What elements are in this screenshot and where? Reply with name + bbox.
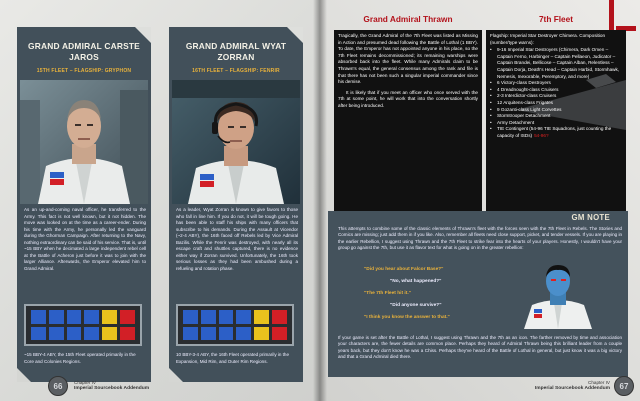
quote-4: "Did anyone survive?" bbox=[390, 303, 442, 308]
page-gutter bbox=[313, 0, 327, 401]
zorran-title-line1: GRAND ADMIRAL WYAT bbox=[185, 41, 287, 51]
zorran-panel bbox=[169, 27, 303, 382]
thrawn-heading: Grand Admiral Thrawn bbox=[363, 14, 453, 24]
fleet-page-ref: 54-96? bbox=[534, 132, 549, 138]
bullet-icon: • bbox=[490, 106, 492, 112]
rank-chip bbox=[49, 327, 64, 341]
bullet-icon: • bbox=[490, 47, 492, 53]
rank-chip bbox=[201, 327, 216, 341]
gm-note-outro: If your game is set after the Battle of Lothal, I suggest using Thrawn and the 7th as an icon. The farther removed by time and association your characters are, the fewer details are common place. Perhaps they heard of Admiral Thrawn being this brilliant leader from a couple years back, but they don't know he was a Chiss. Perhaps they've heard of the Battle of Lothal in general, but just know it was a big victory and that a Grand Admiral died there. bbox=[338, 335, 622, 360]
fleet-list-item-text: 9 Gozanti-class Light Corvettes bbox=[497, 106, 562, 112]
jaros-title bbox=[17, 41, 151, 63]
page-number-left: 66 bbox=[48, 376, 68, 396]
fleet-list-item bbox=[490, 47, 622, 80]
quote-5: "I think you know the answer to that." bbox=[364, 315, 450, 320]
quote-1: "Did you hear about Falcor Base?" bbox=[364, 267, 444, 272]
rank-chip bbox=[219, 327, 234, 341]
jaros-subtitle: 15TH FLEET – FLAGSHIP: GRYPHON bbox=[36, 68, 132, 74]
rank-chip bbox=[84, 327, 99, 341]
bullet-icon: • bbox=[490, 93, 492, 99]
gm-note-title: GM NOTE bbox=[571, 213, 610, 222]
fleet-composition-list bbox=[490, 47, 622, 139]
bullet-icon: • bbox=[490, 99, 492, 105]
jaros-rank-plaque bbox=[24, 304, 142, 346]
fleet-list-item-text: TIE Contingent (54-96 TIE Squadrons, just counting the capacity of ISDs) bbox=[497, 126, 612, 138]
right-page bbox=[320, 0, 640, 401]
quote-2: "No, what happened?" bbox=[390, 279, 442, 284]
rank-chip bbox=[120, 310, 135, 324]
right-chapter: Chapter IV bbox=[588, 380, 610, 385]
rank-chip bbox=[31, 310, 46, 324]
rank-chip bbox=[272, 310, 287, 324]
jaros-body: As an up-and-coming naval officer, he transferred to the Army. This fact is not well known, but it not hidden. The move was looked on at the time as a career-ender. During his time with the Army, he personally led the vanguard during the Ghorman Campaign. After returning to the Navy, nothing extraordinary can be said of his service. That is, until ~15 BBY when he decimated a large independent rebel cell at the Battle of Acheron just before it was to join with the larger Alliance. Afterwards, the Emperor elevated him to Grand Admiral. bbox=[24, 207, 146, 271]
bullet-icon: • bbox=[490, 86, 492, 92]
rank-chip bbox=[183, 327, 198, 341]
fleet-list-item bbox=[490, 93, 622, 100]
fleet-list-item bbox=[490, 80, 622, 87]
bullet-icon: • bbox=[490, 80, 492, 86]
rank-chip bbox=[201, 310, 216, 324]
fleet-list-item bbox=[490, 100, 622, 107]
quote-3: "The 7th Fleet hit it." bbox=[364, 291, 411, 296]
thrawn-portrait bbox=[516, 259, 600, 329]
zorran-subtitle: 16TH FLEET – FLAGSHIP: FENRIR bbox=[192, 68, 280, 74]
zorran-footer: 10 BBY-3-4 ABY, the 16th Fleet operated primarily in the Expansion, Mid Rim, and Outer Rim Regions. bbox=[176, 352, 289, 364]
fleet-list-item bbox=[490, 113, 622, 120]
jaros-footer: ~15 BBY-4 ABY, the 15th Fleet operated primarily in the Core and Colonies Regions. bbox=[24, 352, 136, 364]
jaros-portrait bbox=[20, 80, 148, 204]
zorran-rank-plaque bbox=[176, 304, 294, 346]
zorran-body: As a leader, Wyat Zorran is known to give favors to those who fall in line him. If you do not, it will be tough going. He has been able to staff his ships with many officers that subscribe to his demands. During the Assault at Vicendor (~2-4 ABY), the 16th faced off Rebels led by Vice Admiral Bazilis. While the Fenrir was destroyed, with nearly all its escape craft and shuttles captured, there is no evidence either way if Zorran survived. Unfortunately, the 16th took serious losses as they had been ambushed during a refueling and rotation phase. bbox=[176, 207, 298, 271]
right-page-footer bbox=[535, 380, 610, 392]
bullet-icon: • bbox=[490, 113, 492, 119]
rank-chip bbox=[102, 310, 117, 324]
zorran-portrait bbox=[172, 80, 300, 204]
rank-chip bbox=[31, 327, 46, 341]
fleet-list-item bbox=[490, 126, 622, 139]
rank-chip bbox=[236, 310, 251, 324]
fleet-intro: Flagship: Imperial Star Destroyer Chimera. Composition (number/type warns): bbox=[490, 33, 606, 45]
rank-chip bbox=[102, 327, 117, 341]
jaros-title-line2: JAROS bbox=[69, 52, 99, 62]
rank-chip bbox=[219, 310, 234, 324]
jaros-panel bbox=[17, 27, 151, 382]
fleet-list-item bbox=[490, 107, 622, 114]
fleet-list-item bbox=[490, 87, 622, 94]
left-chapter: Chapter IV bbox=[74, 380, 96, 385]
bullet-icon: • bbox=[490, 119, 492, 125]
right-book-title: Imperial Sourcebook Addendum bbox=[534, 386, 610, 391]
rank-chip bbox=[254, 310, 269, 324]
fleet-list-item-text: 4 Dreadnought-class Cruisers bbox=[497, 86, 559, 92]
fleet-list-item-text: Army Detachment bbox=[497, 119, 535, 125]
zorran-title bbox=[169, 41, 303, 63]
fleet-list-item-text: 9-16 Imperial Star Destroyers (Chimera, Dark Omen – Captain Ferno, Harbinger – Captain Pellaeon, Judicator – Captain Brandei, Bellicose – Captain Alban, Relentless – Captain Dorja, Death's Head – Captain Harbid, Stormhawk, Nemesis, Inexorable, Peremptory, and more) bbox=[497, 47, 620, 79]
fleet-list-item-text: 12 Arquitens-class Frigates bbox=[497, 99, 553, 105]
page-number-right: 67 bbox=[614, 376, 634, 396]
fleet-list-item bbox=[490, 120, 622, 127]
rank-chip bbox=[183, 310, 198, 324]
rank-chip bbox=[67, 310, 82, 324]
left-page-footer bbox=[74, 380, 149, 392]
thrawn-para-2: It is likely that if you meet an officer who once served with the 7th at some point, he will work that into the conversation shortly after being introduced. bbox=[338, 89, 478, 108]
rank-chip bbox=[254, 327, 269, 341]
fleet-heading: 7th Fleet bbox=[538, 14, 574, 24]
red-accent-bar bbox=[609, 0, 614, 30]
rank-chip bbox=[236, 327, 251, 341]
jaros-title-line1: GRAND ADMIRAL CARSTE bbox=[28, 41, 140, 51]
rank-chip bbox=[120, 327, 135, 341]
fleet-list-item-text: 6 Victory-class Destroyers bbox=[497, 80, 551, 86]
zorran-title-line2: ZORRAN bbox=[217, 52, 255, 62]
gm-note-intro: This attempts to combine some of the classic elements of Thrawn's fleet with the forces seen with the 7th Fleet in Rebels. The Stories and Comics are missing; just add them in if you like. Also, remember all fleets need close support, picket, and tender vessels. If you are playing in the earlier Rebellion, I suggest using Thrawn and the 7th Fleet to strike fear into the hearts of your players. Honestly, I wouldn't have your group go against the 7th, but use it as flavor text for what is going on in the greater rebellion: bbox=[338, 226, 622, 251]
fleet-box bbox=[486, 14, 626, 226]
gm-note-box bbox=[328, 211, 628, 377]
fleet-list-item-text: 2-3 Interdictor-class Cruisers bbox=[497, 93, 557, 99]
rank-chip bbox=[67, 327, 82, 341]
rank-chip bbox=[49, 310, 64, 324]
thrawn-para-1: Tragically, the Grand Admiral of the 7th Fleet was listed as Missing in Action and presumed dead following the Battle of Lothal (1 BBY). To date, the Emperor has not appointed anyone in his place, so the 7th Fleet remains decommissioned; its remaining warships were absorbed back into the fleet. While many Admirals claim to be Thrawn's equal, the general consensus among the rank and file is that there has not been such a singular imperial commander since his demise. bbox=[338, 33, 478, 85]
rank-chip bbox=[272, 327, 287, 341]
rank-chip bbox=[84, 310, 99, 324]
bullet-icon: • bbox=[490, 126, 492, 132]
left-book-title: Imperial Sourcebook Addendum bbox=[74, 386, 150, 391]
fleet-list-item-text: Stormtrooper Detachment bbox=[497, 113, 551, 119]
thrawn-box bbox=[334, 14, 482, 226]
